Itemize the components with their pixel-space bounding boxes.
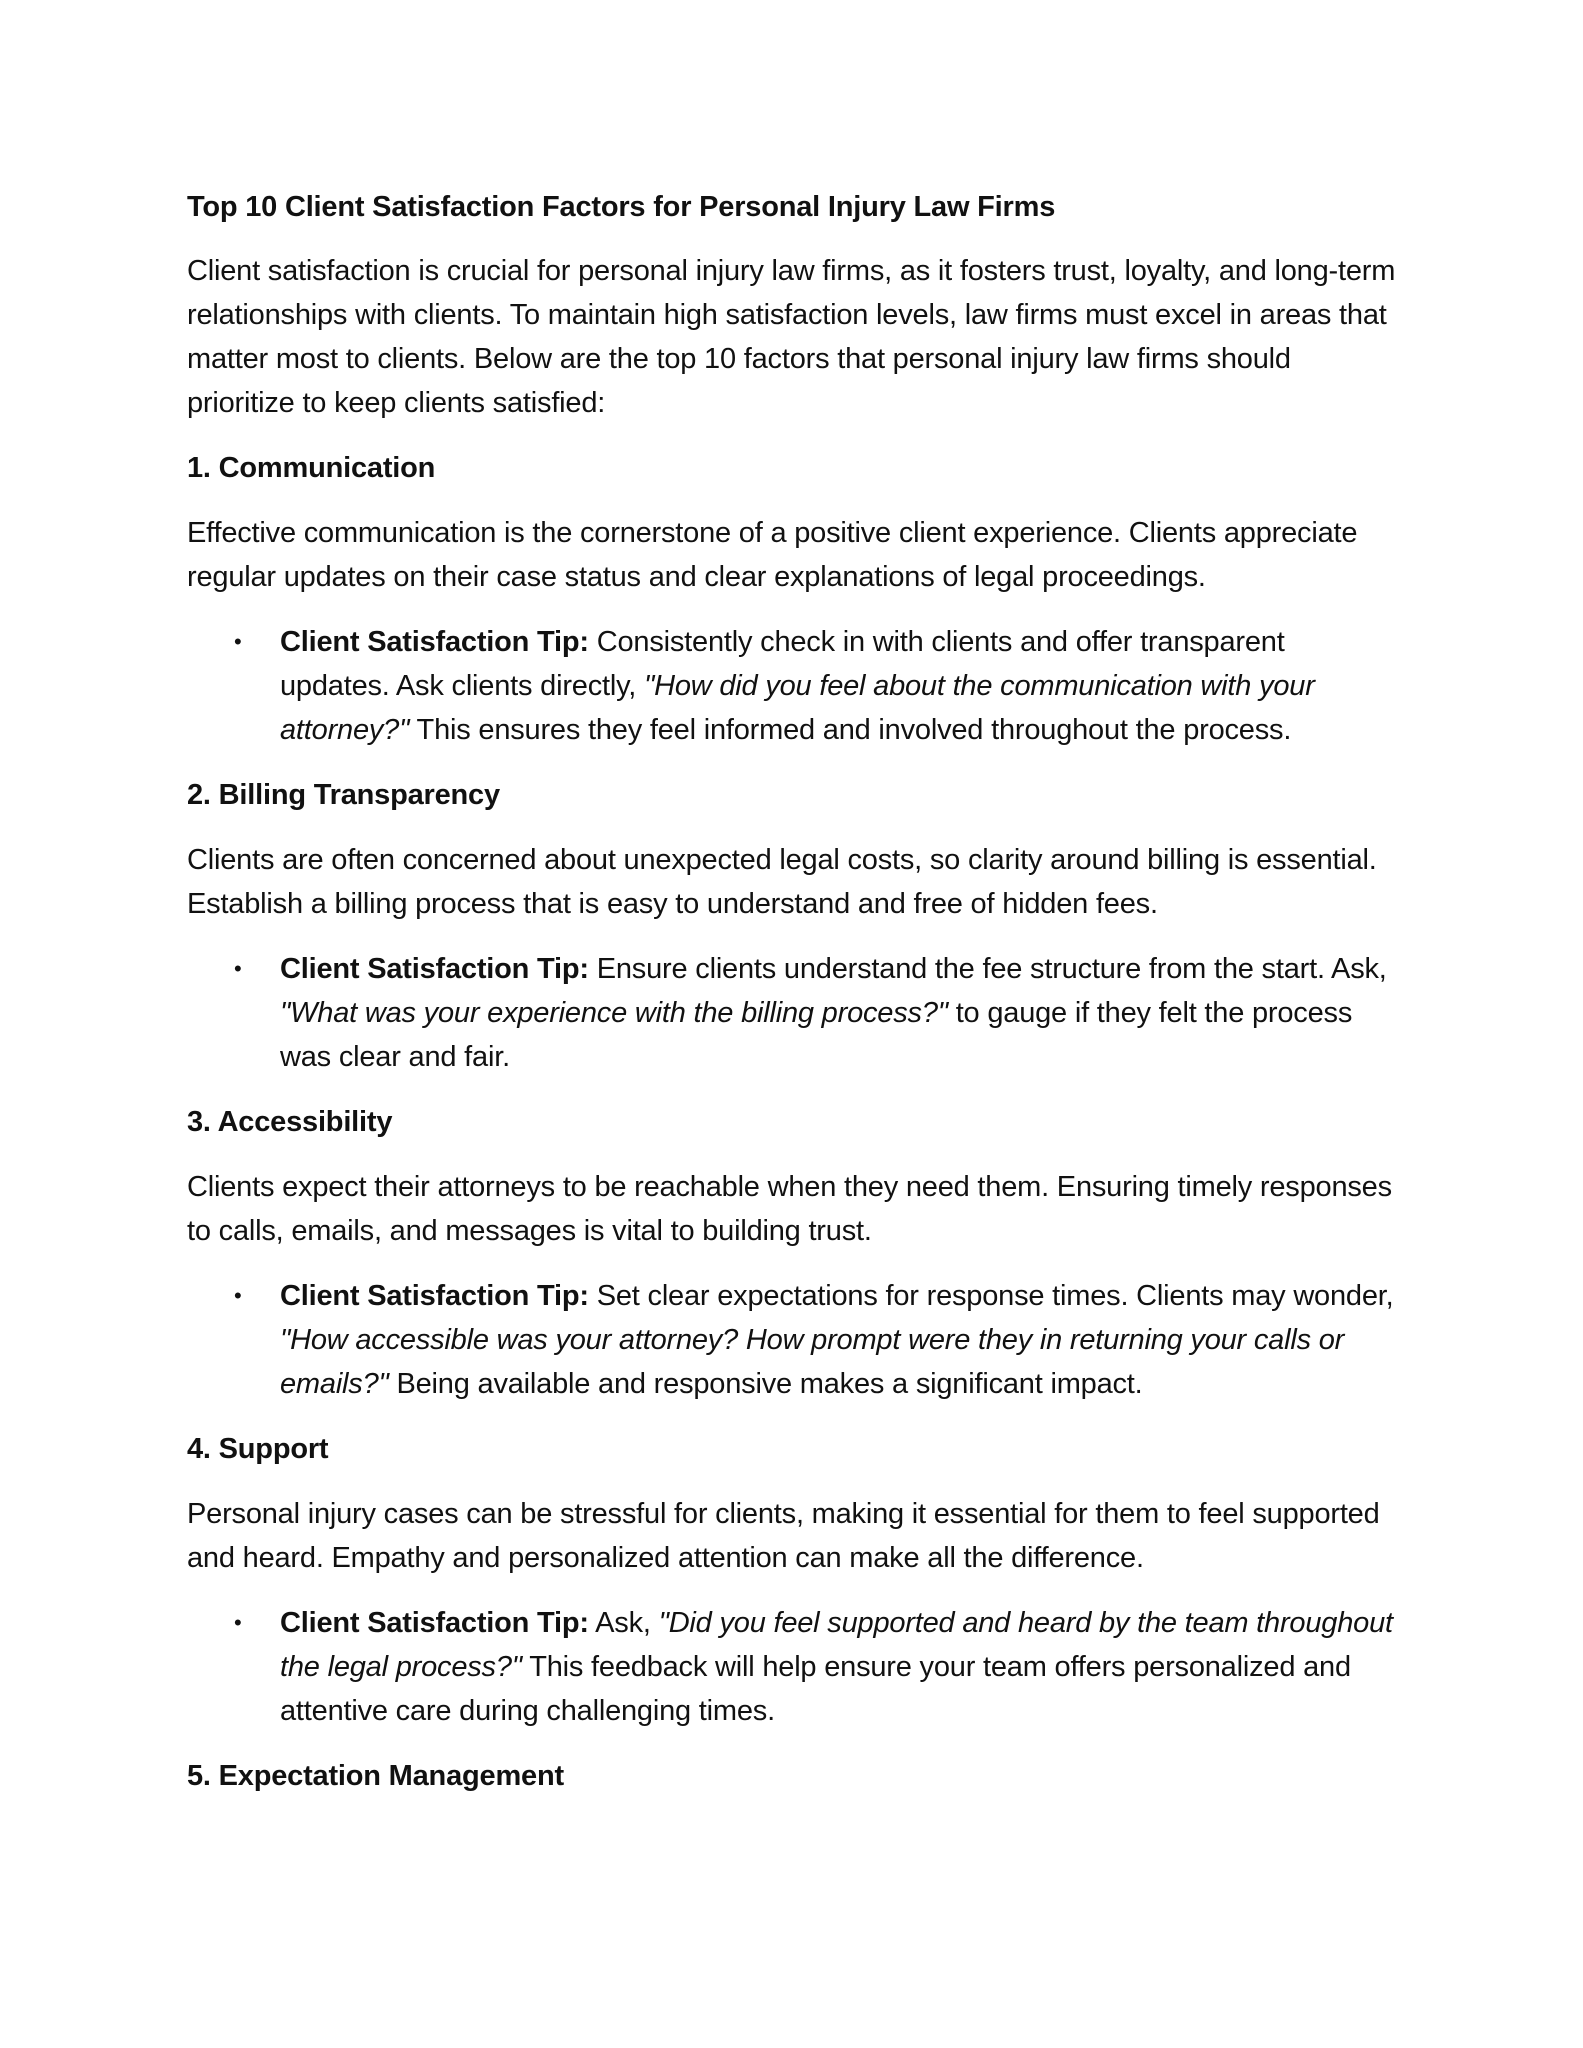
tip-item (234, 1274, 1402, 1406)
tip-list-communication (187, 620, 1402, 752)
tip-quote: "How accessible was your attorney? How prompt were they in returning your calls or emails?" (280, 1324, 1345, 1400)
tip-text: Consistently check in with clients and offer transparent updates. Ask clients directly, (280, 626, 1285, 702)
tip-quote: "Did you feel supported and heard by the team throughout the legal process?" (280, 1607, 1393, 1683)
section-body-support: Personal injury cases can be stressful for clients, making it essential for them to feel supported and heard. Empathy and personalized attention can make all the difference. (187, 1498, 1380, 1574)
bullet-icon: • (234, 1283, 242, 1308)
bullet-icon: • (234, 1610, 242, 1635)
section-body-accessibility: Clients expect their attorneys to be reachable when they need them. Ensuring timely responses to calls, emails, and messages is vital to building trust. (187, 1171, 1392, 1247)
section-heading-billing-transparency: 2. Billing Transparency (187, 779, 500, 811)
tip-text: Ensure clients understand the fee structure from the start. Ask, (588, 953, 1387, 985)
tip-text: Set clear expectations for response times. Clients may wonder, (588, 1280, 1394, 1312)
tip-text-after: to gauge if they felt the process was clear and fair. (280, 997, 1353, 1073)
tip-text: Ask, (588, 1607, 659, 1639)
section-heading-expectation-management: 5. Expectation Management (187, 1760, 564, 1792)
tip-item (234, 620, 1402, 752)
intro-paragraph: Client satisfaction is crucial for personal injury law firms, as it fosters trust, loyalty, and long-term relationships with clients. To maintain high satisfaction levels, law firms must excel in areas that matter most to clients. Below are the top 10 factors that personal injury law firms should prioritize to keep clients satisfied: (187, 255, 1396, 419)
document-title: Top 10 Client Satisfaction Factors for Personal Injury Law Firms (187, 191, 1056, 223)
section-heading-communication: 1. Communication (187, 452, 436, 484)
tip-item (234, 947, 1402, 1079)
bullet-icon: • (234, 629, 242, 654)
tip-text-after: This feedback will help ensure your team offers personalized and attentive care during challenging times. (280, 1651, 1351, 1727)
bullet-icon: • (234, 956, 242, 981)
tip-text-after: This ensures they feel informed and involved throughout the process. (409, 714, 1292, 746)
section-heading-support: 4. Support (187, 1433, 329, 1465)
tip-item (234, 1601, 1402, 1733)
tip-list-accessibility (187, 1274, 1402, 1406)
tip-label: Client Satisfaction Tip: (280, 953, 589, 985)
section-heading-accessibility: 3. Accessibility (187, 1106, 393, 1138)
tip-list-support (187, 1601, 1402, 1733)
tip-quote: "What was your experience with the billing process?" (280, 997, 948, 1029)
tip-label: Client Satisfaction Tip: (280, 1280, 589, 1312)
tip-label: Client Satisfaction Tip: (280, 626, 589, 658)
document-page (187, 185, 1402, 1819)
tip-quote: "How did you feel about the communication with your attorney?" (280, 670, 1315, 746)
tip-list-billing-transparency (187, 947, 1402, 1079)
section-body-billing-transparency: Clients are often concerned about unexpected legal costs, so clarity around billing is essential. Establish a billing process that is easy to understand and free of hidden fees. (187, 844, 1377, 920)
section-body-communication: Effective communication is the cornerstone of a positive client experience. Clients appreciate regular updates on their case status and clear explanations of legal proceedings. (187, 517, 1358, 593)
tip-text-after: Being available and responsive makes a significant impact. (388, 1368, 1143, 1400)
tip-label: Client Satisfaction Tip: (280, 1607, 589, 1639)
